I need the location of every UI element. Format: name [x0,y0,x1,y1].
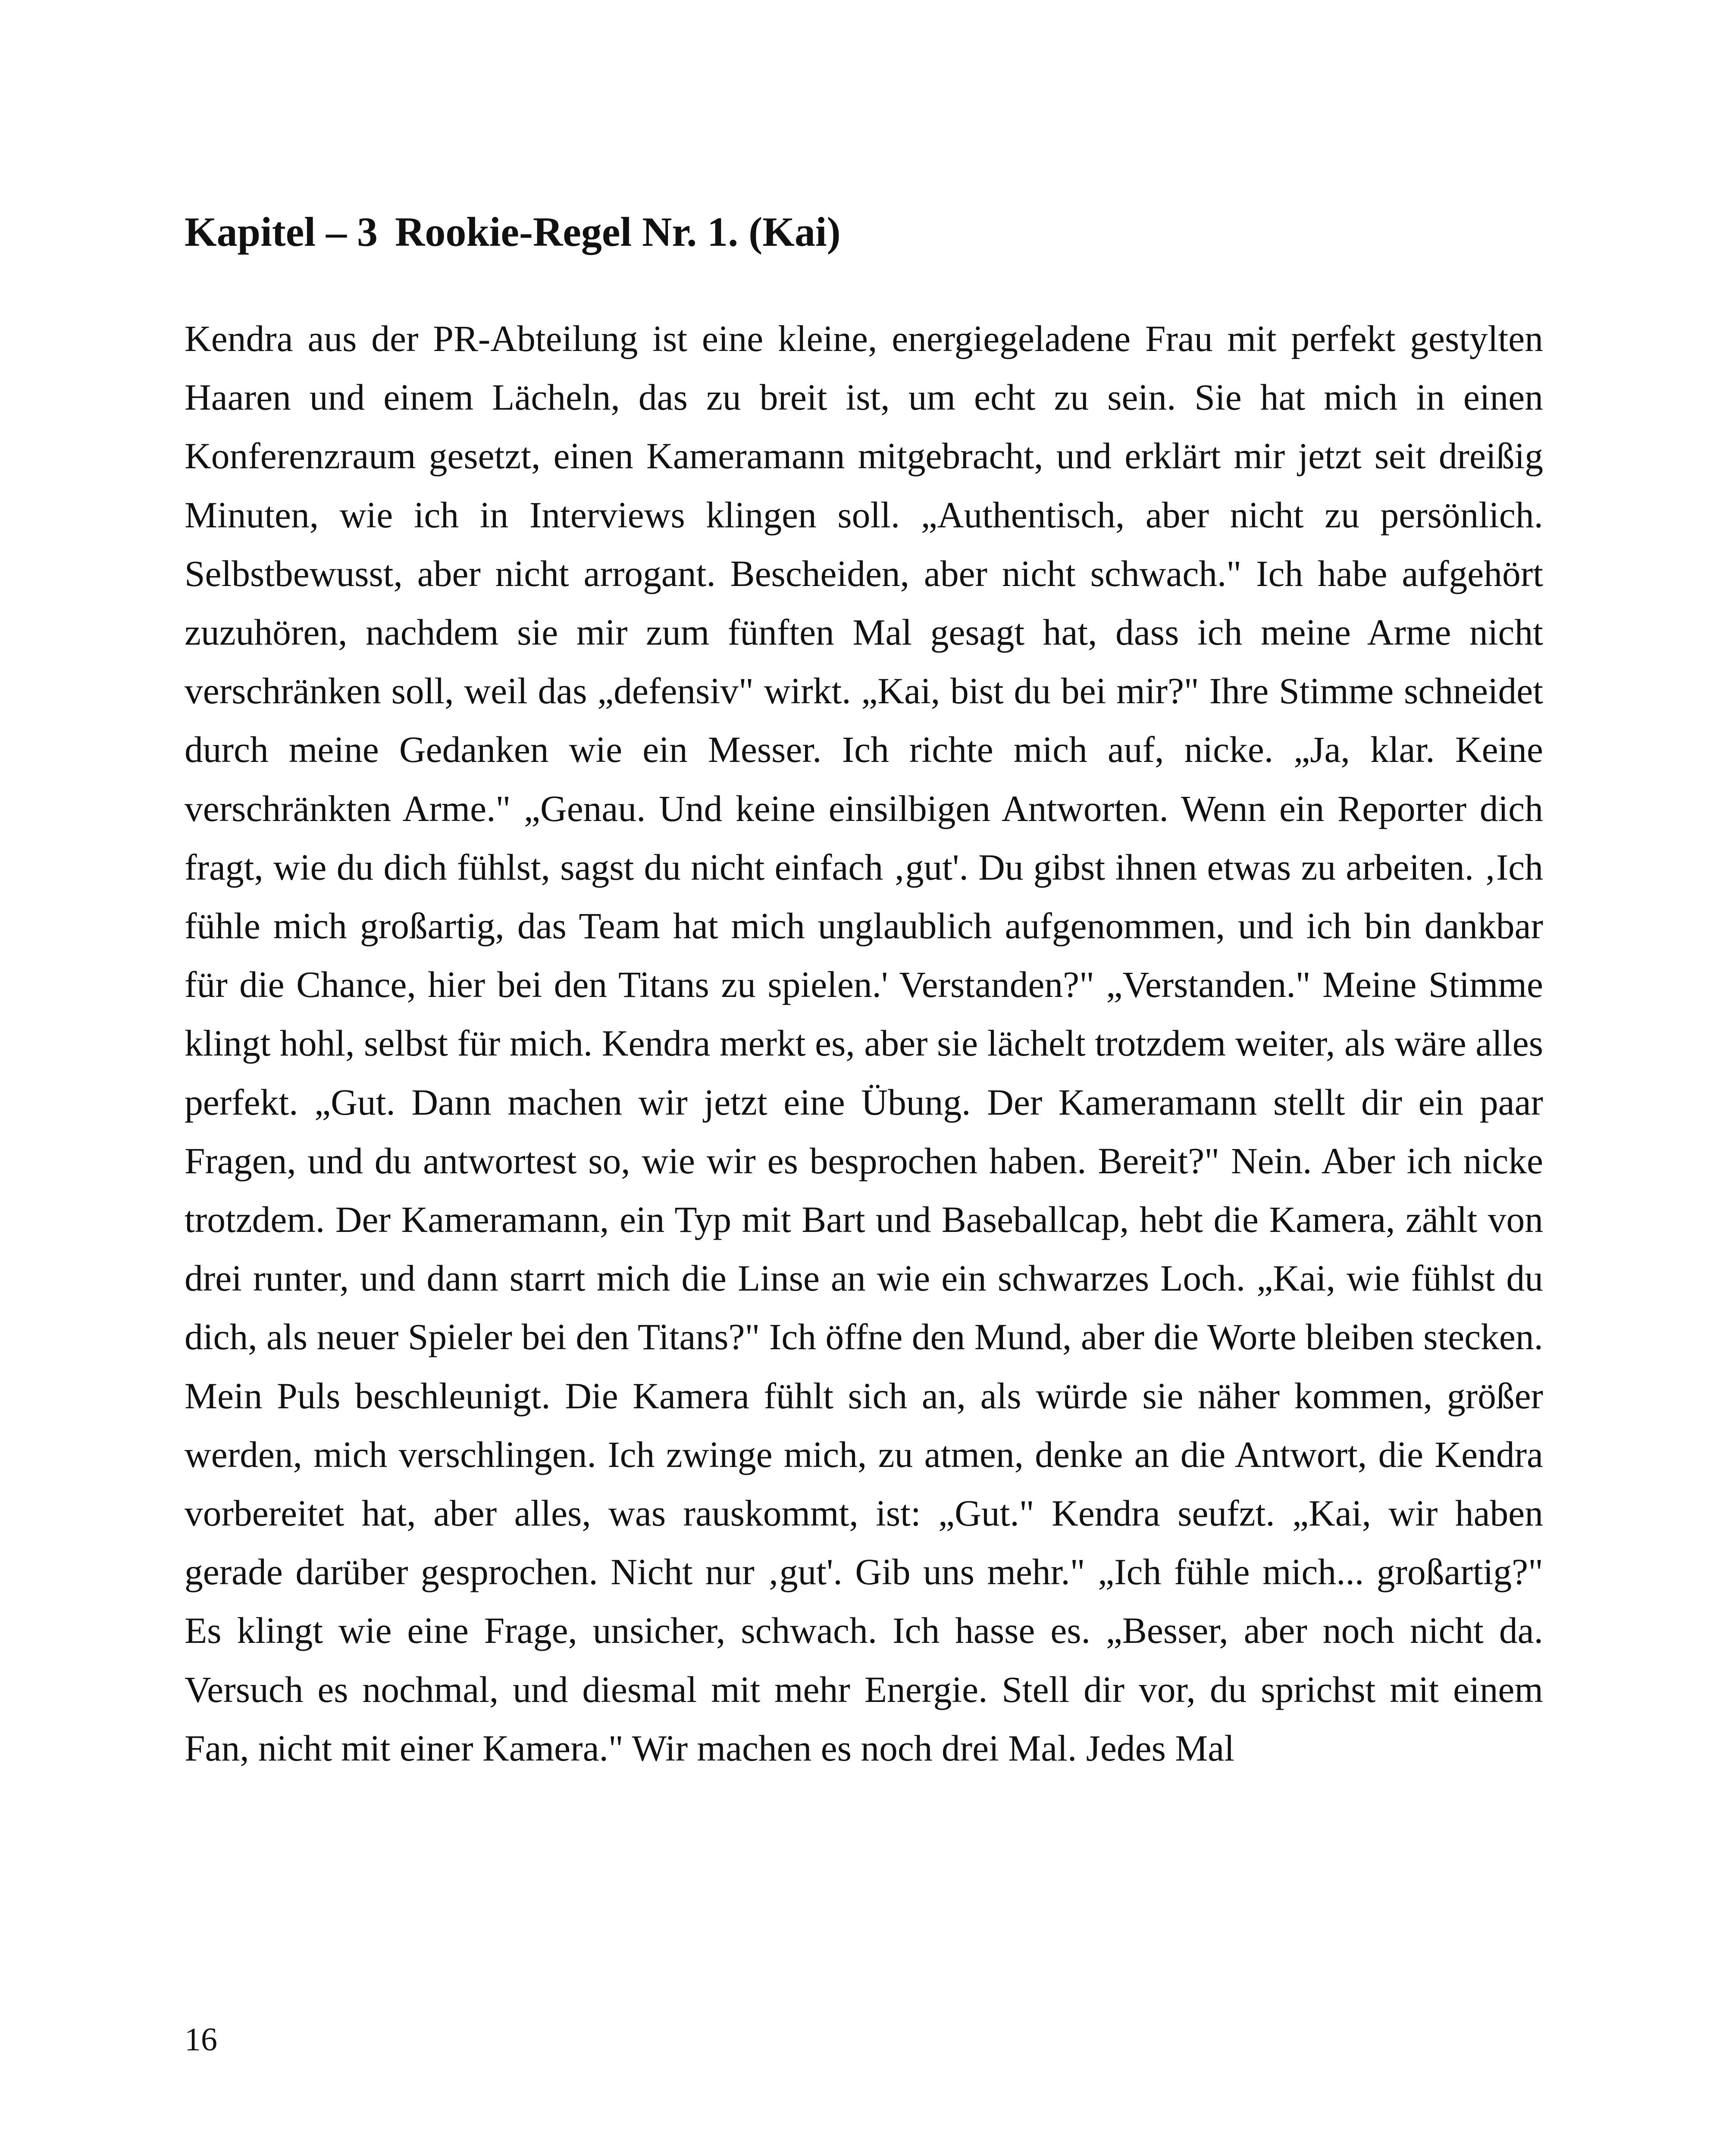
chapter-title: Rookie-Regel Nr. 1. (Kai) [395,209,841,255]
chapter-heading [185,206,1564,258]
page-number: 16 [185,2021,217,2058]
body-paragraph: Kendra aus der PR-Abteilung ist eine kleine, energiegeladene Frau mit perfekt gestylten Haaren und einem Lächeln, das zu breit ist, um echt zu sein. Sie hat mich in einen Konferenzraum gesetzt, einen Kameramann mitgebracht, und erklärt mir jetzt seit dreißig Minuten, wie ich in Interviews klingen soll. „Authentisch, aber nicht zu persönlich. Selbstbewusst, aber nicht arrogant. Bescheiden, aber nicht schwach." Ich habe aufgehört zuzuhören, nachdem sie mir zum fünften Mal gesagt hat, dass ich meine Arme nicht verschränken soll, weil das „defensiv" wirkt. „Kai, bist du bei mir?" Ihre Stimme schneidet durch meine Gedanken wie ein Messer. Ich richte mich auf, nicke. „Ja, klar. Keine verschränkten Arme." „Genau. Und keine einsilbigen Antworten. Wenn ein Reporter dich fragt, wie du dich fühlst, sagst du nicht einfach ‚gut'. Du gibst ihnen etwas zu arbeiten. ‚Ich fühle mich großartig, das Team hat mich unglaublich aufgenommen, und ich bin dankbar für die Chance, hier bei den Titans zu spielen.' Verstanden?" „Verstanden." Meine Stimme klingt hohl, selbst für mich. Kendra merkt es, aber sie lächelt trotzdem weiter, als wäre alles perfekt. „Gut. Dann machen wir jetzt eine Übung. Der Kameramann stellt dir ein paar Fragen, und du antwortest so, wie wir es besprochen haben. Bereit?" Nein. Aber ich nicke trotzdem. Der Kameramann, ein Typ mit Bart und Baseballcap, hebt die Kamera, zählt von drei runter, und dann starrt mich die Linse an wie ein schwarzes Loch. „Kai, wie fühlst du dich, als neuer Spieler bei den Titans?" Ich öffne den Mund, aber die Worte bleiben stecken. Mein Puls beschleunigt. Die Kamera fühlt sich an, als würde sie näher kommen, größer werden, mich verschlingen. Ich zwinge mich, zu atmen, denke an die Antwort, die Kendra vorbereitet hat, aber alles, was rauskommt, ist: „Gut." Kendra seufzt. „Kai, wir haben gerade darüber gesprochen. Nicht nur ‚gut'. Gib uns mehr." „Ich fühle mich... großartig?" Es klingt wie eine Frage, unsicher, schwach. Ich hasse es. „Besser, aber noch nicht da. Versuch es nochmal, und diesmal mit mehr Energie. Stell dir vor, du sprichst mit einem Fan, nicht mit einer Kamera." Wir machen es noch drei Mal. Jedes Mal [185,319,1543,1769]
chapter-label: Kapitel – 3 [185,209,378,255]
